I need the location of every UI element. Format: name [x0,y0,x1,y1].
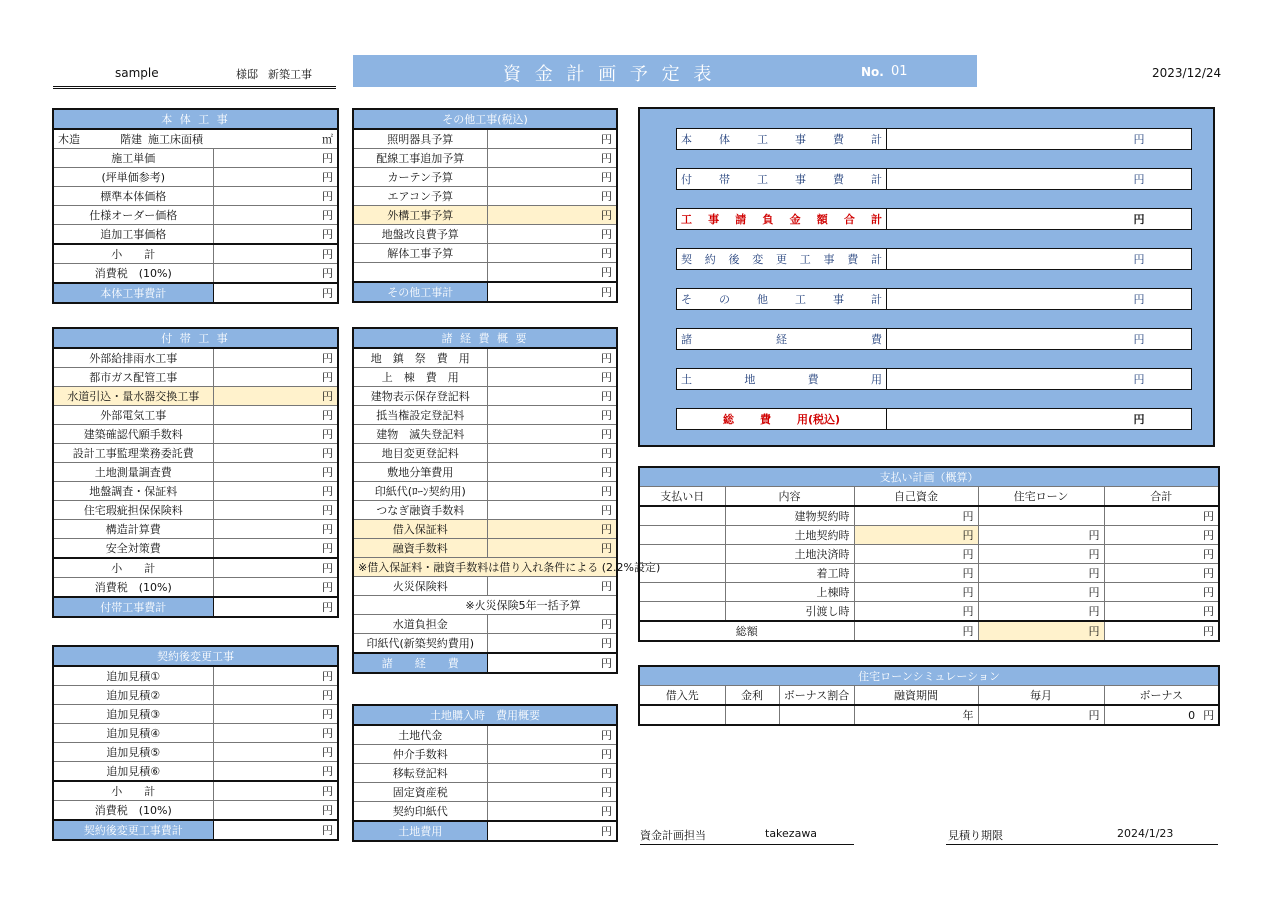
loan-col-header: 借入先 [639,686,725,706]
loan-simulation-table [638,665,1220,726]
payment-loan[interactable] [978,564,1104,583]
ancillary-work-row-label: 地盤調査・保証料 [53,482,213,501]
doc-number: 01 [891,64,908,79]
loan-bonus-ratio-value[interactable] [779,705,854,725]
payment-sum[interactable]: 円 [1104,583,1219,602]
other-work-row-label: 地盤改良費予算 [353,225,487,244]
summary-label-char: 計 [871,173,882,186]
land-purchase-row-value[interactable]: 円 [487,802,617,822]
payment-sum[interactable]: 円 [1104,526,1219,545]
ancillary-work-row-label: 設計工事監理業務委託費 [53,444,213,463]
summary-label-char: 費 [807,373,819,386]
main-work-area-row[interactable] [53,129,338,149]
water-charge-value[interactable]: 円 [487,615,617,634]
change-work-row-value[interactable]: 円 [213,686,338,705]
ancillary-work-row-label: 外部給排雨水工事 [53,348,213,368]
summary-label-char: 他 [757,293,768,306]
ancillary-work-row-value[interactable]: 円 [213,463,338,482]
summary-label-char: 工 [799,253,811,266]
change-tax-label: 消費税 (10%) [53,801,213,821]
misc-expense-row-value[interactable]: 円 [487,444,617,463]
loan-col-header: ボーナス割合 [779,686,854,706]
summary-label-char: 費 [759,413,771,426]
summary-label-char: 計 [871,293,882,306]
summary-label-char: 地 [744,373,756,386]
other-work-title: その他工事(税込) [353,109,617,129]
change-work-row-value[interactable]: 円 [213,666,338,686]
summary-label-char: 更 [776,253,787,266]
change-subtotal-label: 小 計 [53,781,213,801]
summary-label-char: 変 [752,253,764,266]
loan-monthly-value[interactable]: 円 [978,705,1104,725]
main-work-row-label: 追加工事価格 [53,225,213,245]
change-subtotal-value[interactable]: 円 [213,781,338,801]
loan-bonus-unit: 円 [1203,709,1215,722]
summary-row-label [677,289,887,309]
misc-expense-row-value[interactable]: 円 [487,425,617,444]
payment-loan-unit: 円 [1088,548,1100,561]
other-work-row-label: 外構工事予算 [353,206,487,225]
loan-lender-value[interactable] [639,705,725,725]
land-total-value[interactable]: 円 [487,821,617,841]
change-work-row-label: 追加見積③ [53,705,213,724]
payment-sum[interactable]: 円 [1104,602,1219,622]
cost-summary-panel [638,107,1215,447]
ancillary-total-label: 付帯工事費計 [53,597,213,617]
other-work-row-value[interactable]: 円 [487,244,617,263]
summary-row [676,248,1192,270]
misc-expense-row-label: 印紙代(ﾛｰﾝ契約用) [353,482,487,501]
other-work-row-label: カーテン予算 [353,168,487,187]
payment-date-cell[interactable] [639,583,725,602]
payment-plan-title: 支払い計画（概算） [639,467,1219,487]
summary-label-char: 総 [722,413,734,426]
summary-label-char: 事 [833,293,844,306]
payment-content: 土地契約時 [725,526,854,545]
summary-label-char: 体 [719,133,730,146]
summary-row-label [677,249,887,269]
ancillary-work-row-value[interactable]: 円 [213,539,338,559]
expiry-label: 見積り期限 [948,829,1003,842]
payment-total-label: 総額 [639,621,854,641]
footer-expiry [946,824,1218,845]
ancillary-work-row-value[interactable]: 円 [213,368,338,387]
land-purchase-row-value[interactable]: 円 [487,745,617,764]
change-total-value[interactable]: 円 [213,820,338,840]
misc-expense-row-label: つなぎ融資手数料 [353,501,487,520]
summary-label-char: 費 [871,333,882,346]
ancillary-work-row-label: 外部電気工事 [53,406,213,425]
other-work-row-label: 照明器具予算 [353,129,487,149]
misc-total-value[interactable]: 円 [487,653,617,673]
summary-row [676,128,1192,150]
main-work-row-value[interactable]: 円 [213,206,338,225]
summary-row [676,208,1192,230]
land-purchase-table [352,704,618,842]
summary-row [676,408,1192,430]
summary-label-char: 付 [681,173,692,186]
main-work-row-value[interactable]: 円 [213,187,338,206]
summary-row-label [677,329,887,349]
loan-col-header: 毎月 [978,686,1104,706]
payment-content: 土地決済時 [725,545,854,564]
ancillary-work-row-label: 建築確認代願手数料 [53,425,213,444]
floors-label: 階建 [120,133,142,146]
payment-own-funds[interactable]: 円 [854,602,978,622]
land-purchase-row-value[interactable]: 円 [487,783,617,802]
payment-col-header: 支払い日 [639,487,725,507]
structure-label: 木造 [58,133,80,146]
other-work-table [352,108,618,303]
other-work-row-label: 配線工事追加予算 [353,149,487,168]
customer-name: sample [115,66,159,80]
summary-label-char: 経 [776,333,787,346]
main-work-row-label: 仕様オーダー価格 [53,206,213,225]
misc-expense-row-label: 建物表示保存登記料 [353,387,487,406]
land-purchase-row-value[interactable]: 円 [487,725,617,745]
payment-sum[interactable]: 円 [1104,545,1219,564]
misc-expense-row-label: 抵当権設定登記料 [353,406,487,425]
contract-stamp-label: 印紙代(新築契約費用) [353,634,487,654]
main-work-row-label: 施工単価 [53,149,213,168]
summary-row-value[interactable]: 円 [1133,333,1145,346]
doc-number-label: No. [861,65,884,79]
payment-loan-unit: 円 [1088,567,1100,580]
other-work-row-value[interactable]: 円 [487,187,617,206]
summary-label-char: 本 [681,133,692,146]
other-work-row-value[interactable]: 円 [487,129,617,149]
summary-row-value[interactable]: 円 [1133,173,1145,186]
payment-content: 建物契約時 [725,506,854,526]
ancillary-work-row-label: 住宅瑕疵担保保険料 [53,501,213,520]
misc-expense-row-label: 地目変更登記料 [353,444,487,463]
misc-expense-row-label: 借入保証料 [353,520,487,539]
payment-total-loan[interactable]: 円 [978,621,1104,641]
summary-label-char: 計 [870,213,882,226]
summary-label-char: 帯 [719,173,730,186]
payment-content: 上棟時 [725,583,854,602]
misc-expense-row-value[interactable]: 円 [487,387,617,406]
summary-label-char: 計 [871,133,882,146]
change-work-row-value[interactable]: 円 [213,743,338,762]
payment-own-funds[interactable]: 円 [854,506,978,526]
main-work-row-value[interactable]: 円 [213,225,338,245]
main-total-value[interactable]: 円 [213,283,338,303]
ancillary-work-row-value[interactable]: 円 [213,425,338,444]
loan-term-value[interactable]: 年 [854,705,978,725]
main-work-row-value[interactable]: 円 [213,168,338,187]
summary-label-char: 諸 [681,333,692,346]
other-work-row-value[interactable]: 円 [487,263,617,283]
payment-content: 着工時 [725,564,854,583]
summary-row-value[interactable]: 円 [1133,373,1145,386]
summary-label-char: 費 [833,133,844,146]
main-work-row-label: 標準本体価格 [53,187,213,206]
payment-col-header: 自己資金 [854,487,978,507]
change-work-title: 契約後変更工事 [53,646,338,666]
main-total-label: 本体工事費計 [53,283,213,303]
ancillary-work-row-label: 都市ガス配管工事 [53,368,213,387]
expiry-date: 2024/1/23 [1117,827,1174,840]
payment-own-funds[interactable]: 円 [854,545,978,564]
loan-col-header: ボーナス [1104,686,1219,706]
main-tax-label: 消費税 (10%) [53,264,213,284]
summary-label-char: 事 [823,253,835,266]
water-charge-label: 水道負担金 [353,615,487,634]
payment-date-cell[interactable] [639,526,725,545]
ancillary-work-row-label: 土地測量調査費 [53,463,213,482]
loan-simulation-title: 住宅ローンシミュレーション [639,666,1219,686]
main-subtotal-label: 小 計 [53,244,213,264]
summary-row-value[interactable]: 円 [1133,293,1145,306]
misc-expense-row-value[interactable]: 円 [487,482,617,501]
loan-col-header: 金利 [725,686,779,706]
land-purchase-row-label: 仲介手数料 [353,745,487,764]
main-work-row-value[interactable]: 円 [213,149,338,168]
payment-date-cell[interactable] [639,545,725,564]
change-total-label: 契約後変更工事費計 [53,820,213,840]
person-name: takezawa [765,827,818,840]
misc-expenses-table [352,327,661,674]
change-work-row-value[interactable]: 円 [213,724,338,743]
land-total-label: 土地費用 [353,821,487,841]
ancillary-work-row-value[interactable]: 円 [213,348,338,368]
summary-row-value[interactable]: 円 [1133,213,1145,226]
payment-total-own[interactable]: 円 [854,621,978,641]
payment-date-cell[interactable] [639,506,725,526]
misc-expense-row-label: 建物 滅失登記料 [353,425,487,444]
summary-label-char: 金 [789,213,801,226]
ancillary-work-row-value[interactable]: 円 [213,482,338,501]
ancillary-tax-label: 消費税 (10%) [53,578,213,598]
summary-label-char: 請 [735,213,747,226]
summary-label-char: 工 [795,293,806,306]
misc-expense-row-value[interactable]: 円 [487,348,617,368]
summary-label-char: 額 [816,213,828,226]
ancillary-work-row-value[interactable]: 円 [213,387,338,406]
payment-loan[interactable] [978,583,1104,602]
summary-label-char: 事 [795,133,806,146]
main-work-table [52,108,339,304]
main-tax-value[interactable]: 円 [213,264,338,284]
loan-bonus-value[interactable] [1104,705,1219,725]
fire-insurance-value[interactable]: 円 [487,577,617,596]
honorific-suffix: 様邸 [236,68,258,81]
summary-row-value[interactable]: 円 [1133,413,1145,426]
ancillary-total-value[interactable]: 円 [213,597,338,617]
other-work-row-label [353,263,487,283]
loan-bonus-amount: 0 [1188,709,1196,722]
ancillary-work-title: 付 帯 工 事 [53,328,338,348]
main-work-row-label: (坪単価参考) [53,168,213,187]
misc-expense-row-value[interactable]: 円 [487,406,617,425]
loan-fee-note: ※借入保証料・融資手数料は借り入れ条件による (2.2%設定) [353,558,617,577]
misc-expense-row-label: 融資手数料 [353,539,487,558]
change-work-row-label: 追加見積① [53,666,213,686]
fire-insurance-note: ※火災保険5年一括予算 [353,596,617,615]
payment-sum[interactable]: 円 [1104,506,1219,526]
payment-loan[interactable] [978,506,1104,526]
misc-expense-row-label: 敷地分筆費用 [353,463,487,482]
land-purchase-title: 土地購入時 費用概要 [353,705,617,725]
land-purchase-row-value[interactable]: 円 [487,764,617,783]
summary-label-char: 後 [728,253,740,266]
payment-loan[interactable] [978,602,1104,622]
payment-content: 引渡し時 [725,602,854,622]
payment-col-header: 合計 [1104,487,1219,507]
change-work-row-value[interactable]: 円 [213,705,338,724]
payment-loan[interactable] [978,545,1104,564]
summary-label-char: 用 [870,373,882,386]
other-work-row-value[interactable]: 円 [487,206,617,225]
payment-own-funds[interactable]: 円 [854,564,978,583]
summary-label-char: 計 [871,253,882,266]
payment-total-sum[interactable]: 円 [1104,621,1219,641]
misc-expenses-title: 諸 経 費 概 要 [353,328,617,348]
summary-label-char: 契 [681,253,692,266]
payment-plan-table [638,466,1220,642]
page-title: 資 金 計 画 予 定 表 [503,64,716,85]
payment-col-header: 内容 [725,487,854,507]
summary-label-char: 負 [762,213,774,226]
summary-label-char: 費 [847,253,859,266]
misc-expense-row-label: 上 棟 費 用 [353,368,487,387]
summary-label-char: の [719,293,730,306]
payment-loan[interactable] [978,526,1104,545]
contract-stamp-value[interactable]: 円 [487,634,617,654]
summary-label-char: 用(税込) [796,413,841,426]
payment-date-cell[interactable] [639,602,725,622]
summary-row [676,368,1192,390]
summary-label-char: 土 [681,373,692,386]
summary-row-label [677,409,887,429]
misc-expense-row-value[interactable]: 円 [487,539,617,558]
summary-row-label [677,129,887,149]
summary-label-char: 事 [795,173,806,186]
summary-row [676,328,1192,350]
ancillary-work-row-value[interactable]: 円 [213,406,338,425]
sqm-unit: ㎡ [322,133,333,146]
change-work-row-label: 追加見積⑤ [53,743,213,762]
other-work-row-label: エアコン予算 [353,187,487,206]
footer-person [640,824,854,845]
land-purchase-row-label: 移転登記料 [353,764,487,783]
land-purchase-row-label: 固定資産税 [353,783,487,802]
loan-rate-value[interactable] [725,705,779,725]
summary-row-label [677,369,887,389]
other-work-row-value[interactable]: 円 [487,168,617,187]
summary-row-label [677,209,887,229]
misc-total-label: 諸 経 費 [353,653,487,673]
payment-date-cell[interactable] [639,564,725,583]
misc-expense-row-value[interactable]: 円 [487,463,617,482]
change-work-row-label: 追加見積⑥ [53,762,213,782]
land-purchase-row-label: 契約印紙代 [353,802,487,822]
payment-col-header: 住宅ローン [978,487,1104,507]
payment-sum[interactable]: 円 [1104,564,1219,583]
summary-label-char: 事 [708,213,720,226]
ancillary-tax-value[interactable]: 円 [213,578,338,598]
other-work-row-label: 解体工事予算 [353,244,487,263]
ancillary-work-row-label: 水道引込・量水器交換工事 [53,387,213,406]
main-work-title: 本 体 工 事 [53,109,338,129]
misc-expense-row-value[interactable]: 円 [487,520,617,539]
title-bar [353,55,977,87]
change-tax-value[interactable]: 円 [213,801,338,821]
summary-row [676,288,1192,310]
ancillary-work-row-value[interactable]: 円 [213,520,338,539]
area-label: 施工床面積 [148,133,203,146]
change-work-table [52,645,339,841]
summary-label-char: 工 [757,133,768,146]
land-purchase-row-label: 土地代金 [353,725,487,745]
customer-name-area [53,64,336,89]
change-work-row-label: 追加見積② [53,686,213,705]
other-total-value[interactable]: 円 [487,282,617,302]
misc-expense-row-value[interactable]: 円 [487,368,617,387]
payment-own-funds[interactable]: 円 [854,583,978,602]
summary-label-char: 工 [757,173,768,186]
ancillary-subtotal-value[interactable]: 円 [213,558,338,578]
summary-row [676,168,1192,190]
ancillary-subtotal-label: 小 計 [53,558,213,578]
main-subtotal-value[interactable]: 円 [213,244,338,264]
change-work-row-value[interactable]: 円 [213,762,338,782]
other-work-row-value[interactable]: 円 [487,225,617,244]
summary-row-value[interactable]: 円 [1133,133,1145,146]
summary-label-char: 約 [704,253,716,266]
ancillary-work-table [52,327,339,618]
summary-label-char: 費 [833,173,844,186]
summary-row-value[interactable]: 円 [1133,253,1145,266]
payment-loan-unit: 円 [1088,529,1100,542]
payment-loan-unit: 円 [1088,586,1100,599]
summary-label-char: そ [681,293,692,306]
other-total-label: その他工事計 [353,282,487,302]
ancillary-work-row-value[interactable]: 円 [213,444,338,463]
issue-date: 2023/12/24 [1152,66,1222,80]
misc-expense-row-label: 地 鎮 祭 費 用 [353,348,487,368]
payment-loan-unit: 円 [1088,605,1100,618]
payment-own-funds[interactable]: 円 [854,526,978,545]
summary-label-char: 工 [681,213,692,226]
person-label: 資金計画担当 [640,829,706,842]
summary-row-label [677,169,887,189]
ancillary-work-row-label: 構造計算費 [53,520,213,539]
fire-insurance-label: 火災保険料 [353,577,487,596]
ancillary-work-row-value[interactable]: 円 [213,501,338,520]
misc-expense-row-value[interactable]: 円 [487,501,617,520]
summary-label-char: 合 [843,213,855,226]
change-work-row-label: 追加見積④ [53,724,213,743]
other-work-row-value[interactable]: 円 [487,149,617,168]
project-type: 新築工事 [268,68,312,81]
loan-col-header: 融資期間 [854,686,978,706]
ancillary-work-row-label: 安全対策費 [53,539,213,559]
